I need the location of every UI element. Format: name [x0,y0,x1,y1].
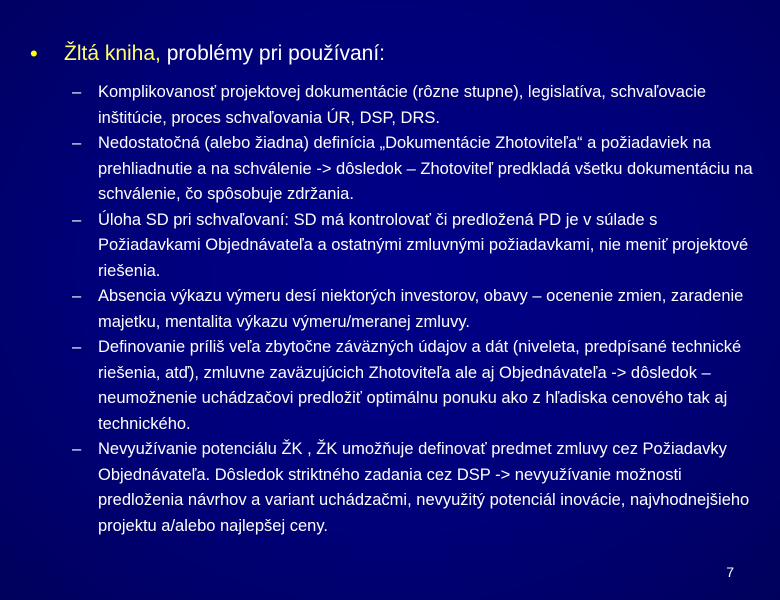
list-item [72,131,754,208]
list-item-text: Nedostatočná (alebo žiadna) definícia „Dokumentácie Zhotoviteľa“ a požiadaviek na prehliadnutie a na schválenie -> dôsledok – Zhotoviteľ predkladá všetku dokumentáciu na schválenie, čo spôsobuje zdržania. [98,134,753,203]
dash-icon: – [72,440,82,458]
dash-icon: – [72,287,82,305]
page-number: 7 [726,564,734,580]
heading-rest: problémy pri používaní: [160,42,385,65]
slide-heading [64,40,385,68]
list-item [72,335,754,437]
list-item-text: Absencia výkazu výmeru desí niektorých investorov, obavy – ocenenie zmien, zaradenie majetku, mentalita výkazu výmeru/meranej zmluvy. [98,287,744,331]
list-item [72,284,754,335]
list-item-text: Nevyužívanie potenciálu ŽK , ŽK umožňuje definovať predmet zmluvy cez Požiadavky Objednávateľa. Dôsledok striktného zadania cez DSP -> nevyužívanie možnosti predloženia návrhov a variant uchádzačmi, nevyužitý potenciál inovácie, najvhodnejšieho projektu a/alebo najlepšej ceny. [98,440,750,535]
list-item-text: Komplikovanosť projektovej dokumentácie (rôzne stupne), legislatíva, schvaľovacie inštitúcie, proces schvaľovania ÚR, DSP, DRS. [98,83,707,127]
heading-highlight: Žltá kniha, [64,42,161,65]
list-item [72,80,754,131]
dash-icon: – [72,338,82,356]
dash-icon: – [72,134,82,152]
list-item-text: Úloha SD pri schvaľovaní: SD má kontrolovať či predložená PD je v súlade s Požiadavkami Objednávateľa a ostatnými zmluvnými požiadavkami, nie meniť projektové riešenia. [98,210,749,280]
list-item-text: Definovanie príliš veľa zbytočne záväzných údajov a dát (niveleta, predpísané technické riešenia, atď), zmluvne zaväzujúcich Zhotoviteľa ale aj Objednávateľa -> dôsledok – neumožnenie uchádzačovi predložiť optimálnu ponuku ako z hľadiska cenového tak aj technického. [98,338,742,433]
list-item [72,437,754,539]
dash-icon: – [72,210,82,229]
list-item [72,208,754,285]
dash-icon: – [72,83,82,101]
main-bullet [30,40,750,68]
bullet-icon: • [30,41,38,66]
sub-bullet-list [72,80,754,539]
